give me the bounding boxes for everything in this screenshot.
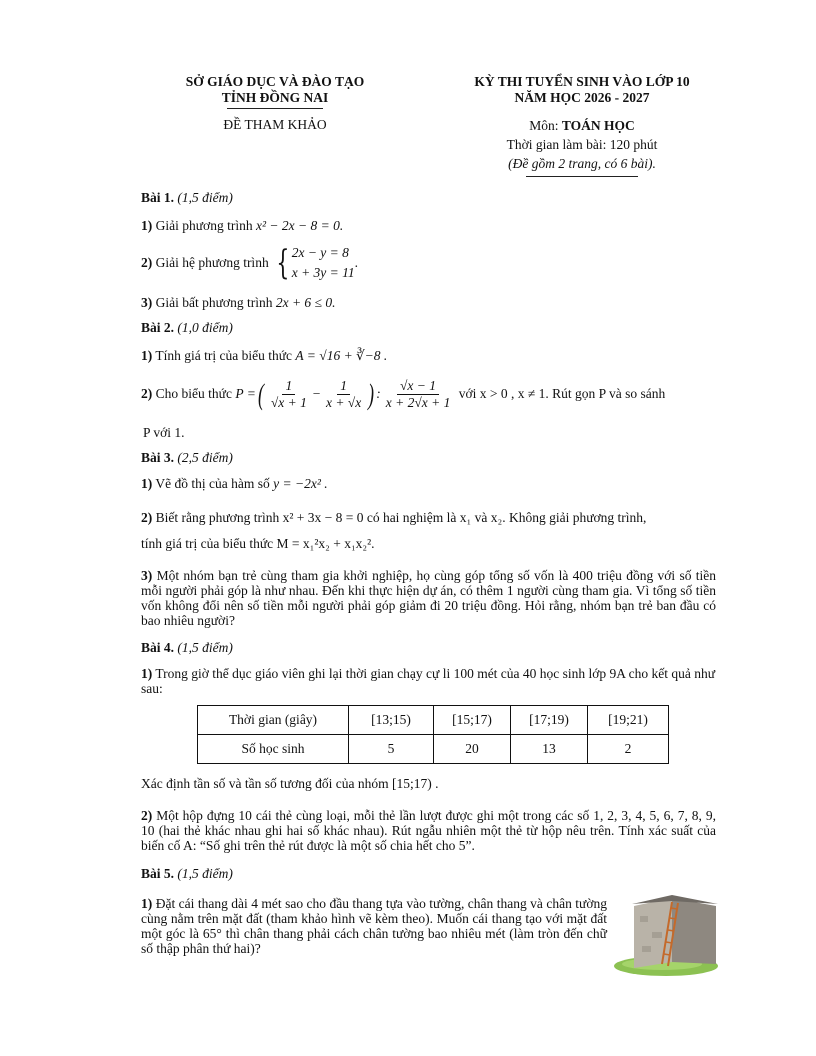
math-expression: A = √16 + ∛−8 . bbox=[295, 348, 388, 363]
bai3-q3 bbox=[141, 568, 716, 628]
bai2-heading bbox=[141, 320, 716, 335]
table-header-cell: [17;19) bbox=[511, 706, 588, 735]
table-header-cell: [15;17) bbox=[434, 706, 511, 735]
bai3-q2 bbox=[141, 510, 716, 525]
frequency-table bbox=[197, 705, 669, 764]
math-expression: x² − 2x − 8 = 0. bbox=[255, 218, 344, 233]
header-right bbox=[446, 74, 718, 177]
question-text-continued: Xác định tần số và tần số tương đối của nhóm [15;17) . bbox=[141, 776, 439, 791]
question-text: Vẽ đồ thị của hàm số bbox=[155, 476, 270, 491]
bai4-q1 bbox=[141, 666, 716, 696]
department-name: SỞ GIÁO DỤC VÀ ĐÀO TẠO bbox=[185, 74, 365, 89]
question-text: Đặt cái thang dài 4 mét sao cho đầu thang tựa vào tường, chân thang và chân tường cùng nằm trên mặt đất (tham khảo hình vẽ kèm theo). Muốn cái thang tạo với mặt đất một góc là 65° thì chân thang phải cách chân tường bao nhiêu mét (làm tròn đến chữ số thập phân thứ hai)? bbox=[141, 896, 607, 956]
question-text: Cho biểu thức bbox=[155, 386, 232, 401]
table-row bbox=[198, 735, 669, 764]
bai1-q1 bbox=[141, 218, 716, 233]
problem-title: Bài 1. bbox=[141, 190, 175, 205]
question-text-continued: P với 1. bbox=[143, 425, 185, 440]
bai2-q2 bbox=[141, 376, 716, 412]
table-header-cell: [19;21) bbox=[588, 706, 669, 735]
bai1-heading bbox=[141, 190, 716, 205]
exam-type: ĐỀ THAM KHẢO bbox=[223, 117, 327, 132]
time-limit: Thời gian làm bài: 120 phút bbox=[506, 137, 658, 152]
bai1-q2: 2) Giải hệ phương trình { 2x − y = 8 x + 3y = 11 . bbox=[141, 243, 359, 283]
question-label: 3) bbox=[141, 568, 153, 583]
bai1-q3 bbox=[141, 295, 716, 310]
problem-title: Bài 4. bbox=[141, 640, 175, 655]
question-label: 1) bbox=[141, 476, 153, 491]
table-cell: Số học sinh bbox=[198, 735, 349, 764]
equation-system bbox=[292, 243, 355, 283]
equation-2: x + 3y = 11 bbox=[291, 265, 355, 280]
question-label: 3) bbox=[141, 295, 153, 310]
problem-points: (1,5 điểm) bbox=[177, 190, 233, 205]
bai5-q1 bbox=[141, 896, 607, 956]
problem-title: Bài 2. bbox=[141, 320, 175, 335]
math-expression: P =( $\frac{1}{√x + 1}$ − $\frac{1}{x + √x}$ ) : $\frac{√x - 1}{x + 2√x + 1}$ bbox=[235, 377, 451, 411]
question-label: 2) bbox=[141, 808, 153, 823]
problem-points: (1,0 điểm) bbox=[177, 320, 233, 335]
problem-points: (1,5 điểm) bbox=[177, 866, 233, 881]
problem-points: (1,5 điểm) bbox=[177, 640, 233, 655]
header-left bbox=[140, 74, 410, 133]
page-count: (Đề gồm 2 trang, có 6 bài). bbox=[508, 156, 656, 171]
question-text: Một hộp đựng 10 cái thẻ cùng loại, mỗi thẻ lần lượt được ghi một trong các số 1, 2, 3, 4, 5, 6, 7, 8, 9, 10 (hai thẻ khác nhau ghi hai số khác nhau). Rút ngẫu nhiên một thẻ từ hộp nêu trên. Tính xác suất của biến cố A: “Số ghi trên thẻ rút được là một số chia hết cho 5”. bbox=[141, 808, 717, 853]
table-cell: 20 bbox=[434, 735, 511, 764]
question-label: 1) bbox=[141, 348, 153, 363]
question-label: 2) bbox=[141, 510, 153, 525]
question-text-continued: tính giá trị của biểu thức M = x₁²x₂ + x₁x₂². bbox=[141, 536, 375, 551]
ladder-wall-illustration bbox=[612, 892, 720, 976]
bai4-q2 bbox=[141, 808, 716, 853]
question-label: 1) bbox=[141, 896, 153, 911]
exam-title: KỲ THI TUYỂN SINH VÀO LỚP 10 bbox=[474, 74, 690, 89]
school-year: NĂM HỌC 2026 - 2027 bbox=[514, 90, 650, 105]
question-label: 1) bbox=[141, 666, 153, 681]
bai3-q1 bbox=[141, 476, 716, 491]
question-text: Tính giá trị của biểu thức bbox=[155, 348, 293, 363]
table-cell: 5 bbox=[349, 735, 434, 764]
table-cell: 13 bbox=[511, 735, 588, 764]
province-name: TỈNH ĐỒNG NAI bbox=[221, 90, 329, 105]
problem-points: (2,5 điểm) bbox=[177, 450, 233, 465]
subject-name: TOÁN HỌC bbox=[561, 118, 635, 133]
subject-line bbox=[446, 118, 718, 134]
question-text: Một nhóm bạn trẻ cùng tham gia khởi nghiệp, họ cùng góp tổng số vốn là 400 triệu đồng với số tiền mỗi người phải góp là như nhau. Đến khi thực hiện dự án, có thêm 1 người cùng tham gia. Vì tổng số tiền vốn không đổi nên số tiền mỗi người phải góp giảm đi 20 triệu đồng. Hỏi rằng, nhóm bạn trẻ ban đầu có bao nhiêu người? bbox=[141, 568, 717, 628]
question-text: Giải phương trình bbox=[155, 218, 253, 233]
equation-1: 2x − y = 8 bbox=[291, 245, 349, 260]
table-header-cell: [13;15) bbox=[349, 706, 434, 735]
bai2-q1 bbox=[141, 348, 716, 363]
question-label: 1) bbox=[141, 218, 153, 233]
table-header-cell: Thời gian (giây) bbox=[198, 706, 349, 735]
subject-label: Môn: bbox=[529, 118, 562, 133]
question-text: với x > 0 , x ≠ 1. Rút gọn P và so sánh bbox=[458, 386, 666, 401]
bai3-heading bbox=[141, 450, 716, 465]
divider bbox=[227, 108, 323, 109]
question-label: 2) bbox=[141, 255, 153, 270]
divider bbox=[526, 176, 638, 177]
bai4-heading bbox=[141, 640, 716, 655]
table-cell: 2 bbox=[588, 735, 669, 764]
question-label: 2) bbox=[141, 386, 153, 401]
problem-title: Bài 3. bbox=[141, 450, 175, 465]
bai5-heading bbox=[141, 866, 716, 881]
system-brace: { bbox=[276, 243, 290, 283]
problem-title: Bài 5. bbox=[141, 866, 175, 881]
table-row bbox=[198, 706, 669, 735]
math-expression: 2x + 6 ≤ 0. bbox=[275, 295, 336, 310]
math-expression: y = −2x² . bbox=[273, 476, 328, 491]
question-text: Biết rằng phương trình x² + 3x − 8 = 0 có hai nghiệm là x₁ và x₂. Không giải phương trình, bbox=[155, 510, 647, 525]
question-text: Giải bất phương trình bbox=[155, 295, 273, 310]
question-text: Giải hệ phương trình bbox=[155, 255, 269, 270]
question-text: Trong giờ thể dục giáo viên ghi lại thời gian chạy cự li 100 mét của 40 học sinh lớp 9A cho kết quả như sau: bbox=[141, 666, 716, 696]
